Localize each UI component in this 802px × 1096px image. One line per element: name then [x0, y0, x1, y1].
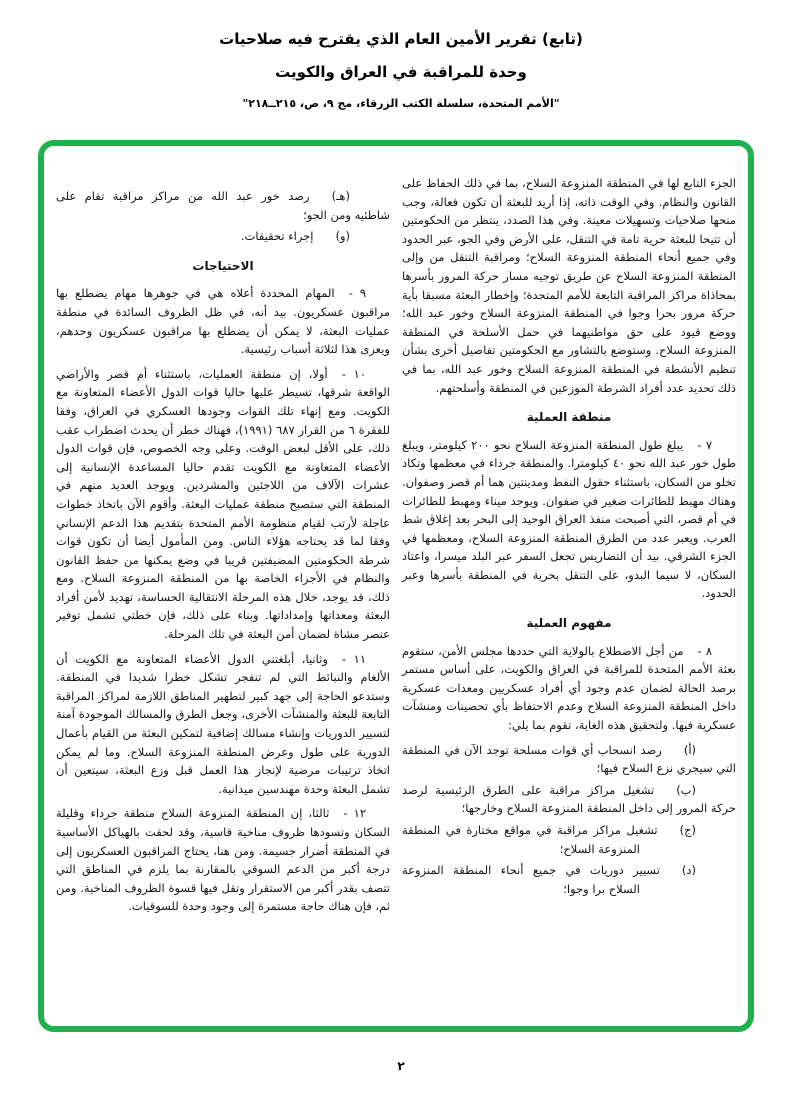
- page-number: ٢: [397, 1059, 405, 1073]
- paragraph-text: أولا، إن منطقة العمليات، باستثناء أم قصر والأراضي الواقعة شرقها، تسيطر عليها حاليا قوات الدول الأعضاء المتعاونة مع الكويت. ومع إنهاء تلك القوات وجودها العسكري في العراق، وفقا للفقرة ٦ من القرار ٦٨٧ (١٩٩١)، فهناك خطر أن يحدث اضطراب عقب ذلك، على الأقل لبعض الوقت. وعلى وجه الخصوص، فإن قوات الدول الأعضاء المتعاونة مع الكويت تقدم حاليا المساعدة الإنسانية إلى عشرات الآلاف من اللاجئين والمشردين. ويوجد العديد منهم في المنطقة التي ستصبح منطقة عمليات البعثة. وأقوم الآن باتخاذ خطوات عاجلة لأرتب لقيام منظومة الأمم المتحدة بتقديم هذا الدعم الإنساني وفقا لما قد يحتاجه هؤلاء الناس. ومن المأمول أيضا أن تكون قوات شرطة الحكومتين المضيفتين قريبا في وضع يمكنها من حفظ القانون والنظام في الأجزاء الخاصة بها من المنطقة المنزوعة السلاح. ومع ذلك، قد يوجد، خلال هذه المرحلة الانتقالية الحساسة، تهديد لأمن أفراد البعثة ومعداتها وإمداداتها. وبناء على ذلك، فإن خطتي تشمل توفير عنصر مشاة لضمان أمن البعثة في تلك المرحلة.: [56, 366, 390, 642]
- body-paragraph: [56, 365, 390, 644]
- item-marker: (أ): [683, 742, 696, 757]
- list-item: [56, 187, 390, 224]
- item-marker: (هـ): [331, 189, 350, 203]
- paragraph-number: ١٢ -: [343, 806, 367, 821]
- green-frame: [38, 140, 754, 1032]
- column-right: [402, 174, 736, 1020]
- paragraph-text: الجزء التابع لها في المنطقة المنزوعة السلاح، بما في ذلك الحفاظ على القانون والنظام. وفي الوقت ذاته، إذا أريد للبعثة أن تكون فعالة، وجب منحها صلاحيات وتسهيلات معينة. وفي هذا الصدد، ينتظر من الحكومتين أن تتيحا للبعثة حرية تامة في التنقل، على الأرض وفي الجو، عبر الحدود وفي جميع أنحاء المنطقة المنزوعة السلاح؛ ومراقبة التنقل من وإلى المنطقة المنزوعة السلاح عن طريق توجيه مسار حركة المرور بأسرها بمحاذاة مراكز المراقبة التابعة للأمم المتحدة؛ وإخطار البعثة مسبقا بأية حركة مرور بحرا وجوا في المنطقة المنزوعة السلاح وخور عبد الله؛ ووضع قيود على حق مواطنيهما في حمل الأسلحة في المنطقة المنزوعة السلاح. وستوضع بالتشاور مع الحكومتين تفاصيل أخرى بشأن تنظيم الأنشطة في المنطقة المنزوعة السلاح وخور عبد الله، بما في ذلك تحديد عدد أفراد الشرطة الموزعين في المنطقة وأسلحتهم.: [402, 176, 736, 395]
- paragraph-text: تسيير دوريات في جميع أنحاء المنطقة المنزوعة السلاح برا وجوا؛: [402, 863, 660, 896]
- list-item: [402, 781, 736, 818]
- paragraph-text: رصد انسحاب أي قوات مسلحة توجد الآن في المنطقة التي سيجري نزع السلاح فيها؛: [402, 742, 736, 776]
- paragraph-text: يبلغ طول المنطقة المنزوعة السلاح نحو ٢٠٠ كيلومتر، ويبلغ طول خور عبد الله نحو ٤٠ كيلومترا. والمنطقة جرداء في معظمها وتكاد تخلو من السكان، باستثناء حقول النفط ومدينتين هما أم قصر وصفوان. وهناك مهبط للطائرات صغير في صفوان. ويوجد ميناء ومهبط للطائرات في أم قصر، التي أصبحت منفذ العراق الوحيد إلى البحر بعد إغلاق شط العرب. ويعبر عدد من الطرق المنطقة المنزوعة السلاح، ومعظمها في الجزء الشرقي. بيد أن التضاريس تجعل السفر عبر البلد ميسرا، واعتاد السكان، لا سيما البدو، على التنقل بحرية في المنطقة بأسرها وعبر الحدود.: [402, 437, 736, 601]
- body-paragraph: [56, 284, 390, 358]
- title-line-1: (تابع) تقرير الأمين العام الذي يقترح فيه صلاحيات: [219, 30, 583, 48]
- body-paragraph: [402, 436, 736, 603]
- paragraph-text: تشغيل مراكز مراقبة في مواقع مختارة في المنطقة المنزوعة السلاح؛: [402, 823, 658, 856]
- section-heading: منطقة العملية: [526, 410, 612, 425]
- list-item: [56, 227, 390, 246]
- section-heading: مفهوم العملية: [526, 616, 612, 631]
- body-paragraph: [56, 650, 390, 799]
- source-citation: "الأمم المتحدة، سلسلة الكتب الزرقاء، مج ٩، ص، ٢١٥ــ٢١٨": [242, 97, 560, 110]
- paragraph-text: ثالثا، إن المنطقة المنزوعة السلاح منطقة جرداء وقليلة السكان وتسودها ظروف مناخية قاسية، وقد لحقت بالهياكل الأساسية في المنطقة أضرار جسيمة. ومن هنا، يحتاج المراقبون العسكريون إلى درجة أكبر من الدعم السوقي بالمقارنة بما يلزم في المناطق التي تتصف بقدر أكبر من الاستقرار وتقل فيها قسوة الظروف المناخية. ومن ثم، فإن هناك حاجة مستمرة إلى وجود وحدة للسوقيات.: [56, 806, 390, 914]
- list-item: [402, 741, 736, 778]
- paragraph-text: وثانيا، أبلغتني الدول الأعضاء المتعاونة مع الكويت أن الألغام والنبائط التي لم تنفجر تشكل خطرا شديدا في المنطقة. وستدعو الحاجة إلى جهد كبير لتطهير المناطق اللازمة لمراكز المراقبة التابعة للبعثة والمنشآت الأخرى، وجعل الطرق والمسالك الموجودة آمنة لتسيير الدوريات وإنشاء مسالك إضافية لتمكين البعثة من القيام بأعمال الدورية على طول وعرض المنطقة المنزوعة السلاح. وما لم يمكن اتخاذ ترتيبات مرضية لإنجاز هذا العمل قبل وزع البعثة، سيتعين أن تشمل البعثة وحدة مهندسين ميدانية.: [56, 651, 390, 796]
- list-item: [402, 821, 736, 858]
- paragraph-number: ٧ -: [697, 437, 713, 452]
- paragraph-number: ٨ -: [697, 643, 712, 658]
- column-left: [56, 174, 390, 1020]
- body-paragraph: [56, 804, 390, 916]
- paragraph-text: رصد خور عبد الله من مراكز مراقبة تقام على شاطئيه ومن الجو؛: [56, 189, 390, 222]
- paragraph-text: تشغيل مراكز مراقبة على الطرق الرئيسية لرصد حركة المرور إلى داخل المنطقة المنزوعة السلاح وخارجها؛: [402, 782, 736, 816]
- paragraph-number: ١٠ -: [341, 366, 366, 381]
- paragraph-text: من أجل الاضطلاع بالولاية التي حددها مجلس الأمن، ستقوم بعثة الأمم المتحدة للمراقبة في العراق والكويت، على أساس مستمر برصد الحالة لضمان عدم وجود أي أفراد عسكريين ومعدات عسكرية داخل المنطقة المنزوعة السلاح وعدم الاحتفاظ بأي تحصينات ومنشآت عسكرية فيها. ولتحقيق هذه الغاية، تقوم بما يلي:: [402, 643, 736, 733]
- document-header: [0, 30, 802, 110]
- paragraph-text: إجراء تحقيقات.: [240, 229, 314, 244]
- paragraph-text: المهام المحددة أعلاه هي في جوهرها مهام يضطلع بها مراقبون عسكريون. بيد أنه، في ظل الظروف السائدة في منطقة عمليات البعثة، لا يمكن أن يضطلع بها مراقبون عسكريون وحدهم، ويعزى هذا لثلاثة أسباب رئيسية.: [56, 286, 390, 357]
- paragraph-number: ١١ -: [341, 651, 366, 666]
- item-marker: (و): [335, 229, 350, 244]
- text-columns: [56, 174, 736, 1020]
- item-marker: (ج): [679, 823, 696, 837]
- item-marker: (د): [681, 863, 696, 878]
- section-heading: الاحتياجات: [192, 258, 254, 273]
- list-item: [402, 861, 736, 898]
- paragraph-number: ٩ -: [348, 286, 366, 301]
- body-paragraph: [402, 174, 736, 397]
- body-paragraph: [402, 642, 736, 735]
- title-line-2: وحدة للمراقبة في العراق والكويت: [275, 63, 527, 81]
- item-marker: (ب): [676, 782, 696, 797]
